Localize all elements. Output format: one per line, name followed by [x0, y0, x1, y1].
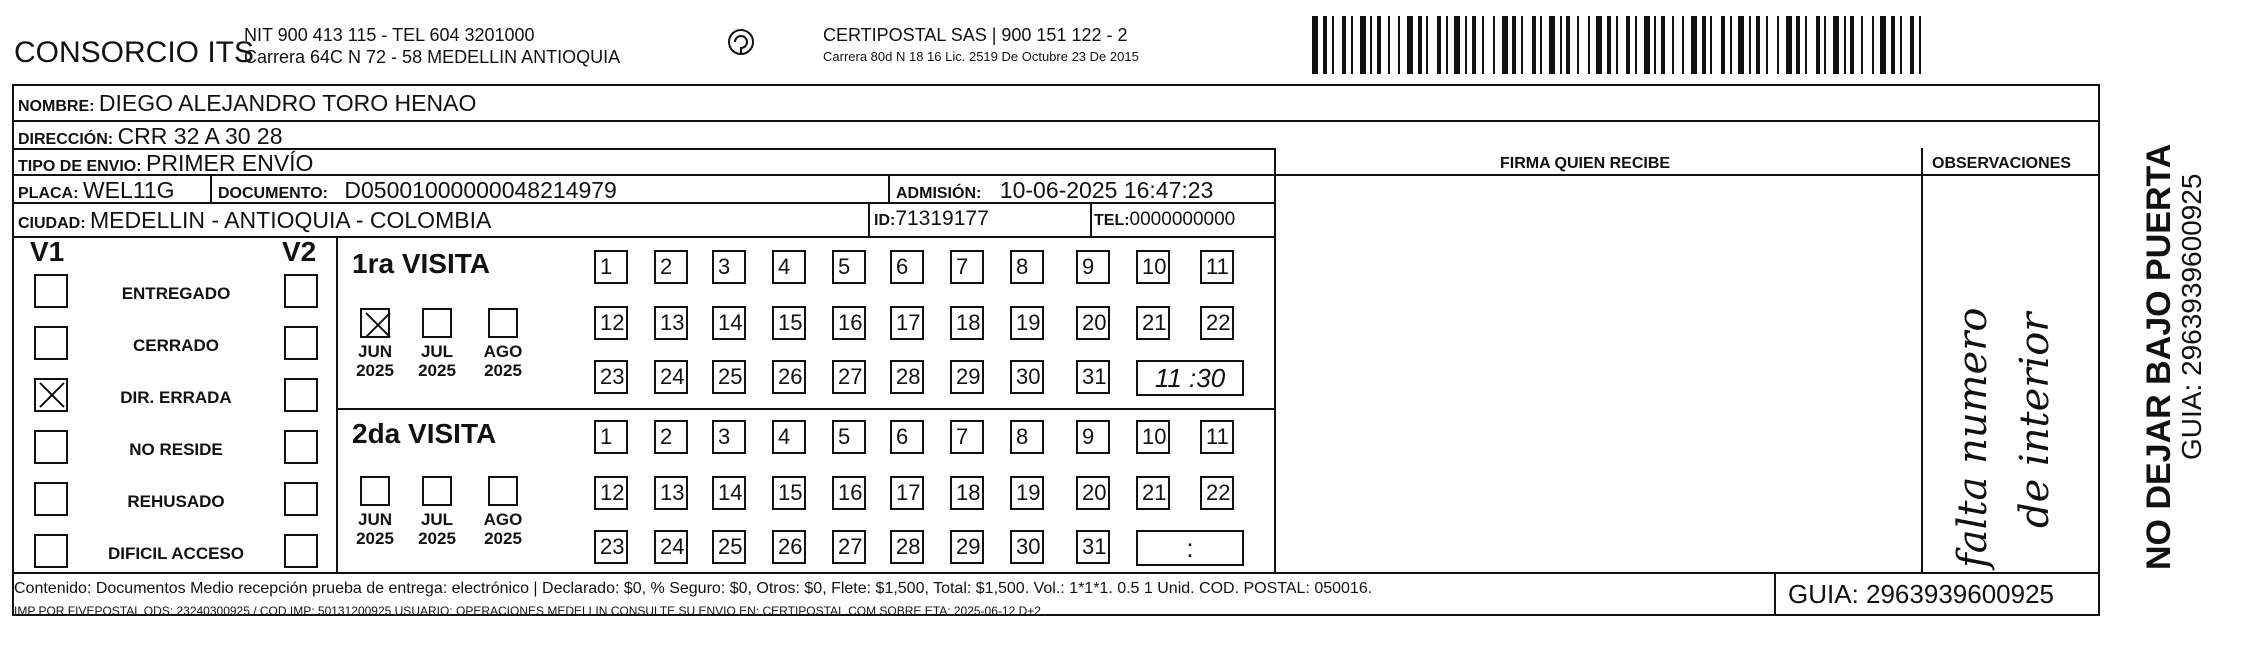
day-box[interactable]: 8 — [1010, 250, 1044, 284]
month-year: 2025 — [418, 361, 456, 380]
month-name: AGO — [483, 510, 523, 529]
day-box[interactable]: 9 — [1076, 250, 1110, 284]
handwritten-note-1: falta numero — [1950, 307, 1996, 568]
divider — [1090, 202, 1092, 236]
day-box[interactable]: 28 — [890, 530, 924, 564]
month-year: 2025 — [418, 529, 456, 548]
status-v2-checkbox[interactable] — [284, 274, 318, 308]
month-checkbox[interactable] — [422, 476, 452, 506]
nombre-label: NOMBRE: — [18, 98, 95, 115]
day-box[interactable]: 7 — [950, 420, 984, 454]
day-box[interactable]: 31 — [1076, 530, 1110, 564]
day-box[interactable]: 8 — [1010, 420, 1044, 454]
day-box[interactable]: 12 — [594, 476, 628, 510]
divider — [12, 174, 2100, 176]
handwritten-note-2: de interior — [2012, 312, 2058, 528]
city-row — [18, 207, 491, 234]
tel-label: TEL: — [1094, 212, 1130, 229]
direccion-label: DIRECCIÓN: — [18, 131, 114, 148]
status-v1-checkbox[interactable] — [34, 378, 68, 412]
day-box[interactable]: 23 — [594, 360, 628, 394]
month-name: JUL — [420, 342, 454, 361]
carrier-info — [823, 24, 1139, 68]
day-box[interactable]: 27 — [832, 530, 866, 564]
day-box[interactable]: 5 — [832, 420, 866, 454]
day-box[interactable]: 27 — [832, 360, 866, 394]
company-address: Carrera 64C N 72 - 58 MEDELLIN ANTIOQUIA — [244, 47, 621, 67]
first-visit-time[interactable]: 11 :30 — [1136, 360, 1244, 396]
status-v2-checkbox[interactable] — [284, 534, 318, 568]
company-info — [244, 24, 620, 68]
placa-label: PLACA: — [18, 185, 79, 202]
placa-value: WEL11G — [82, 177, 175, 203]
day-box[interactable]: 4 — [772, 250, 806, 284]
status-v1-checkbox[interactable] — [34, 274, 68, 308]
divider — [868, 202, 870, 236]
divider — [336, 236, 338, 572]
status-v2-checkbox[interactable] — [284, 482, 318, 516]
day-box[interactable]: 7 — [950, 250, 984, 284]
document-row — [218, 177, 617, 204]
admision-value: 10-06-2025 16:47:23 — [999, 177, 1214, 203]
month-label — [412, 342, 462, 380]
day-box[interactable]: 16 — [832, 476, 866, 510]
month-name: JUL — [420, 510, 454, 529]
id-row — [874, 207, 989, 231]
v1-label: V1 — [30, 236, 65, 267]
day-box[interactable]: 30 — [1010, 360, 1044, 394]
day-box[interactable]: 25 — [712, 360, 746, 394]
footer-print-info: IMP POR FIVEPOSTAL ODS: 23240300925 / COD.IMP: 50131200925 USUARIO: OPERACIONES MEDELLIN CONSULTE SU ENVIO EN: CERTIPOSTAL.COM SOBRE ETA: 2025-06-12 D+2 — [14, 604, 1041, 618]
divider — [1921, 148, 1923, 572]
footer-content: Contenido: Documentos Medio recepción prueba de entrega: electrónico | Declarado: $0, % Seguro: $0, Otros: $0, Flete: $1,500, Total: $1,500. Vol.: 1*1*1. 0.5 1 Unid. COD. POSTAL: 050016. — [14, 580, 1373, 597]
day-box[interactable]: 3 — [712, 420, 746, 454]
divider — [1274, 148, 1276, 572]
day-box[interactable]: 24 — [654, 530, 688, 564]
day-box[interactable]: 14 — [712, 306, 746, 340]
month-label — [350, 510, 400, 548]
certipostal-logo — [711, 26, 771, 76]
month-checkbox[interactable] — [488, 308, 518, 338]
no-dejar-bajo-puerta: NO DEJAR BAJO PUERTA — [2140, 143, 2178, 570]
tipo-label: TIPO DE ENVIO: — [18, 158, 142, 175]
second-visit-title: 2da VISITA — [352, 418, 497, 449]
status-label: REHUSADO — [127, 492, 225, 511]
status-label: DIR. ERRADA — [120, 388, 232, 407]
day-box[interactable]: 3 — [712, 250, 746, 284]
company-nit: NIT 900 413 115 - TEL 604 3201000 — [244, 25, 535, 45]
divider — [12, 120, 2100, 122]
divider — [12, 236, 1274, 238]
month-year: 2025 — [356, 361, 394, 380]
status-label: DIFICIL ACCESO — [107, 544, 244, 563]
admission-row — [896, 177, 1213, 204]
day-box[interactable]: 10 — [1136, 250, 1170, 284]
day-box[interactable]: 30 — [1010, 530, 1044, 564]
day-box[interactable]: 6 — [890, 250, 924, 284]
day-box[interactable]: 21 — [1136, 476, 1170, 510]
tipo-value: PRIMER ENVÍO — [146, 150, 314, 176]
side-guia: GUIA: 2963939600925 — [2176, 173, 2207, 460]
day-box[interactable]: 1 — [594, 420, 628, 454]
day-box[interactable]: 12 — [594, 306, 628, 340]
ciudad-label: CIUDAD: — [18, 215, 86, 232]
day-box[interactable]: 13 — [654, 306, 688, 340]
guide-frame — [12, 84, 2100, 616]
status-v1-checkbox[interactable] — [34, 430, 68, 464]
day-box[interactable]: 2 — [654, 420, 688, 454]
day-box[interactable]: 15 — [772, 476, 806, 510]
status-v1-checkbox[interactable] — [34, 534, 68, 568]
day-box[interactable]: 1 — [594, 250, 628, 284]
tel-value: 0000000000 — [1129, 209, 1236, 230]
month-checkbox[interactable] — [488, 476, 518, 506]
id-label: ID: — [874, 212, 896, 229]
recipient-name-row — [18, 90, 476, 117]
day-box[interactable]: 29 — [950, 360, 984, 394]
day-box[interactable]: 24 — [654, 360, 688, 394]
day-box[interactable]: 13 — [654, 476, 688, 510]
id-value: 71319177 — [895, 207, 989, 230]
status-v2-checkbox[interactable] — [284, 326, 318, 360]
month-checkbox[interactable] — [360, 476, 390, 506]
month-checkbox[interactable] — [360, 308, 390, 338]
day-box[interactable]: 21 — [1136, 306, 1170, 340]
day-box[interactable]: 17 — [890, 476, 924, 510]
month-name: JUN — [357, 510, 392, 529]
day-box[interactable]: 6 — [890, 420, 924, 454]
divider — [210, 174, 212, 202]
day-box[interactable]: 11 — [1200, 250, 1234, 284]
month-name: JUN — [357, 342, 392, 361]
footer-guia: GUIA: 2963939600925 — [1788, 579, 2054, 609]
firma-header: FIRMA QUIEN RECIBE — [1500, 155, 1671, 172]
ciudad-value: MEDELLIN - ANTIOQUIA - COLOMBIA — [90, 207, 492, 233]
day-box[interactable]: 29 — [950, 530, 984, 564]
carrier-address: Carrera 80d N 18 16 Lic. 2519 De Octubre 23 De 2015 — [823, 49, 1139, 64]
nombre-value: DIEGO ALEJANDRO TORO HENAO — [98, 90, 477, 116]
day-box[interactable]: 26 — [772, 530, 806, 564]
day-box[interactable]: 20 — [1076, 306, 1110, 340]
day-box[interactable]: 19 — [1010, 306, 1044, 340]
day-box[interactable]: 11 — [1200, 420, 1234, 454]
divider — [1774, 572, 1776, 616]
divider — [888, 174, 890, 202]
day-box[interactable]: 20 — [1076, 476, 1110, 510]
month-label — [350, 342, 400, 380]
day-box[interactable]: 10 — [1136, 420, 1170, 454]
company-name: CONSORCIO ITS — [14, 36, 255, 69]
divider — [12, 572, 2100, 574]
month-name: AGO — [483, 342, 523, 361]
month-checkbox[interactable] — [422, 308, 452, 338]
day-box[interactable]: 18 — [950, 306, 984, 340]
day-box[interactable]: 17 — [890, 306, 924, 340]
month-year: 2025 — [484, 529, 522, 548]
day-box[interactable]: 2 — [654, 250, 688, 284]
day-box[interactable]: 18 — [950, 476, 984, 510]
month-year: 2025 — [484, 361, 522, 380]
month-label — [412, 510, 462, 548]
status-label: CERRADO — [133, 336, 219, 355]
day-box[interactable]: 31 — [1076, 360, 1110, 394]
day-box[interactable]: 16 — [832, 306, 866, 340]
carrier-name: CERTIPOSTAL SAS | 900 151 122 - 2 — [823, 25, 1128, 45]
observaciones-header: OBSERVACIONES — [1932, 155, 2071, 172]
barcode — [1312, 16, 1924, 74]
tel-row — [1094, 209, 1235, 231]
status-v2-checkbox[interactable] — [284, 430, 318, 464]
day-box[interactable]: 26 — [772, 360, 806, 394]
day-box[interactable]: 15 — [772, 306, 806, 340]
divider — [336, 408, 1274, 410]
day-box[interactable]: 5 — [832, 250, 866, 284]
day-box[interactable]: 22 — [1200, 306, 1234, 340]
plate-row — [18, 177, 175, 204]
v2-label: V2 — [282, 236, 317, 267]
address-row — [18, 123, 283, 150]
month-year: 2025 — [356, 529, 394, 548]
day-box[interactable]: 9 — [1076, 420, 1110, 454]
status-v2-checkbox[interactable] — [284, 378, 318, 412]
second-visit-time[interactable]: : — [1136, 530, 1244, 566]
month-label — [478, 510, 528, 548]
status-v1-checkbox[interactable] — [34, 482, 68, 516]
month-label — [478, 342, 528, 380]
status-label: ENTREGADO — [121, 284, 231, 303]
documento-value: D05001000000048214979 — [344, 177, 617, 203]
direccion-value: CRR 32 A 30 28 — [117, 123, 283, 149]
day-box[interactable]: 23 — [594, 530, 628, 564]
day-box[interactable]: 4 — [772, 420, 806, 454]
day-box[interactable]: 14 — [712, 476, 746, 510]
admision-label: ADMISIÓN: — [896, 185, 982, 202]
status-label: NO RESIDE — [129, 440, 223, 459]
day-box[interactable]: 28 — [890, 360, 924, 394]
documento-label: DOCUMENTO: — [218, 185, 328, 202]
shipping-type-row — [18, 150, 313, 177]
day-box[interactable]: 25 — [712, 530, 746, 564]
day-box[interactable]: 19 — [1010, 476, 1044, 510]
status-v1-checkbox[interactable] — [34, 326, 68, 360]
first-visit-title: 1ra VISITA — [352, 248, 490, 279]
day-box[interactable]: 22 — [1200, 476, 1234, 510]
